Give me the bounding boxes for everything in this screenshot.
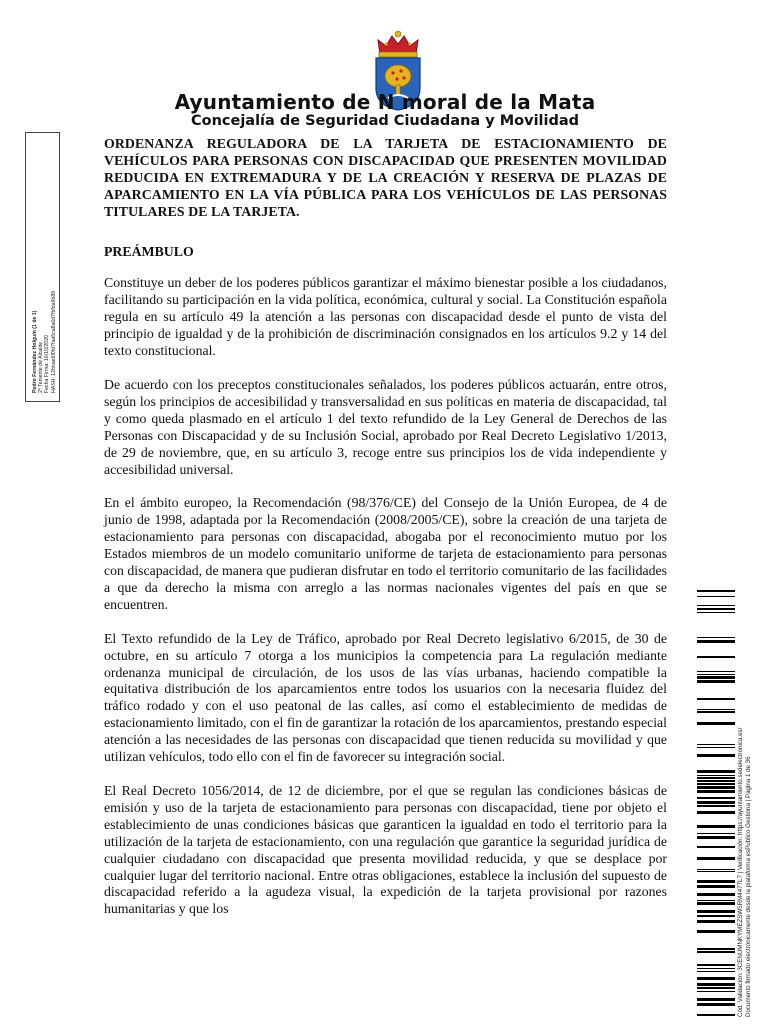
barcode-bar bbox=[697, 968, 735, 969]
barcode-bar bbox=[697, 680, 735, 683]
barcode-bar bbox=[697, 709, 735, 710]
barcode-bar bbox=[697, 971, 735, 972]
barcode-bar bbox=[697, 948, 735, 950]
barcode-bar bbox=[697, 964, 735, 966]
barcode-bar bbox=[697, 605, 735, 606]
barcode-bar bbox=[697, 998, 735, 1001]
barcode-bar bbox=[697, 590, 735, 592]
barcode-bar bbox=[697, 902, 735, 905]
barcode-bar bbox=[697, 612, 735, 613]
municipality-title: Ayuntamiento de N moral de la Mata bbox=[174, 90, 596, 114]
barcode-bar bbox=[697, 777, 735, 779]
barcode-bar bbox=[697, 640, 735, 643]
barcode-bar bbox=[697, 754, 735, 757]
barcode-bar bbox=[697, 893, 735, 896]
barcode-bar bbox=[697, 857, 735, 860]
barcode-bar bbox=[697, 780, 735, 782]
barcode-bar bbox=[697, 983, 735, 986]
barcode-bar bbox=[697, 1003, 735, 1006]
barcode-bar bbox=[697, 825, 735, 828]
barcode-bar bbox=[697, 722, 735, 725]
barcode-bar bbox=[697, 637, 735, 638]
barcode-bar bbox=[697, 885, 735, 888]
barcode-bar bbox=[697, 846, 735, 848]
document-title: ORDENANZA REGULADORA DE LA TARJETA DE ESTACIONAMIENTO DE VEHÍCULOS PARA PERSONAS CON DISCAPACIDAD QUE PRESENTEN MOVILIDAD REDUCIDA EN EXTREMADURA Y DE LA CREACIÓN Y RESERVA DE PLAZAS DE APARCAMIENTO EN LA VÍA PÚBLICA PARA LOS VEHÍCULOS DE LAS PERSONAS TITULARES DE LA TARJETA. bbox=[104, 136, 667, 219]
barcode-bar bbox=[697, 805, 735, 807]
paragraph: Constituye un deber de los poderes públicos garantizar el máximo bienestar posible a los ciudadanos, facilitando su participación en la vida política, económica, cultural y social. La Constitución española regula en su artículo 49 la atención a las personas con discapacidad desde el punto de vista del principio de igualdad y de la prohibición de discriminación consignados en los artículos 9.2 y 14 del texto constitucional. bbox=[104, 275, 667, 359]
barcode-bar bbox=[697, 770, 735, 773]
barcode-bar bbox=[697, 833, 735, 834]
signature-hash: HASH: 12bbae6f0fd7faa5ca8a6d7fbfda9b89 bbox=[50, 290, 57, 393]
barcode-bar bbox=[697, 596, 735, 597]
barcode-bar bbox=[697, 698, 735, 700]
paragraph: En el ámbito europeo, la Recomendación (98/376/CE) del Consejo de la Unión Europea, de 4 de junio de 1998, adaptada por la Recomendación (2008/2005/CE), sobre la creación de una tarjeta de estacionamiento para personas con discapacidad, abogaba por el reconocimiento mutuo por los Estados miembros de un modelo comunitario uniforme de tarjeta de estacionamiento para personas con discapacidad, de manera que pudieran disfrutar en todo el territorio comunitario de las facilidades a que da derecho la misma con arreglo a las normas nacionales vigentes del país en que se encuentren. bbox=[104, 495, 667, 612]
barcode-bar bbox=[697, 797, 735, 799]
barcode-icon bbox=[697, 590, 735, 1018]
barcode-bar bbox=[697, 671, 735, 672]
signer-role: 2º Teniente de Alcalde bbox=[38, 341, 45, 393]
barcode-bar bbox=[697, 744, 735, 745]
barcode-bar bbox=[697, 656, 735, 658]
barcode-bar bbox=[697, 900, 735, 901]
barcode-bar bbox=[697, 910, 735, 913]
barcode-bar bbox=[697, 775, 735, 776]
barcode-bar bbox=[697, 783, 735, 785]
signature-date: Fecha Firma: 16/10/2020 bbox=[44, 335, 51, 393]
barcode-bar bbox=[697, 869, 735, 870]
barcode-bar bbox=[697, 676, 735, 679]
verification-platform: Documento firmado electrónicamente desde la plataforma esPublico Gestiona | Página 1 de 36 bbox=[744, 756, 752, 1017]
paragraph: El Real Decreto 1056/2014, de 12 de diciembre, por el que se regulan las condiciones básicas de emisión y uso de la tarjeta de estacionamiento para personas con discapacidad, tiene por objeto el establecimiento de unas condiciones básicas que garanticen la igualdad en todo el territorio para la utilización de la tarjeta de estacionamiento, con una regulación que garantice la seguridad jurídica de cualquier ciudadano con discapacidad que presenta movilidad reducida, y que se desplace por cualquier lugar del territorio nacional. Entre otras obligaciones, establece la inclusión del supuesto de discapacidad referido a la agudeza visual, la expedición de la tarjeta provisional por razones humanitarias y que los bbox=[104, 783, 667, 917]
barcode-bar bbox=[697, 786, 735, 789]
barcode-bar bbox=[697, 991, 735, 992]
barcode-bar bbox=[697, 711, 735, 713]
barcode-bar bbox=[697, 920, 735, 923]
barcode-bar bbox=[697, 747, 735, 748]
verification-footer bbox=[737, 587, 767, 1017]
signature-text bbox=[28, 131, 63, 401]
barcode-bar bbox=[697, 1014, 735, 1016]
barcode-bar bbox=[697, 871, 735, 872]
barcode-bar bbox=[697, 811, 735, 814]
preamble-heading: PREÁMBULO bbox=[104, 243, 194, 259]
barcode-bar bbox=[697, 836, 735, 839]
department-subtitle: Concejalía de Seguridad Ciudadana y Movilidad bbox=[190, 113, 580, 129]
barcode-bar bbox=[697, 880, 735, 883]
barcode-bar bbox=[697, 674, 735, 675]
barcode-bar bbox=[697, 790, 735, 793]
signer-name: Pedro Fernández Holguín (1 de 1) bbox=[32, 310, 38, 393]
signature-stamp bbox=[25, 132, 60, 402]
paragraph: El Texto refundido de la Ley de Tráfico, aprobado por Real Decreto legislativo 6/2015, de 30 de octubre, en su artículo 7 otorga a los municipios la competencia para La regulación mediante ordenanza municipal de circulación, de los usos de las vías urbanas, haciendo compatible la equitativa distribución de los aparcamientos entre todos los usuarios con la necesaria fluidez del tráfico rodado y con el uso peatonal de las calles, así como el establecimiento de medidas de estacionamiento limitado, con el fin de garantizar la rotación de los aparcamientos, prestando especial atención a las necesidades de las personas con discapacidad que tienen reducida su movilidad y que utilizan vehículos, todo ello con el fin de favorecer su integración social. bbox=[104, 630, 667, 765]
barcode-bar bbox=[697, 951, 735, 953]
verification-code: Cód. Validación: 3CENUMNKYMEZSW5RM4477L7 | Verificación: https://ayuntamiento.sedelectronica.es/ bbox=[737, 727, 744, 1017]
barcode-bar bbox=[697, 915, 735, 917]
barcode-bar bbox=[697, 801, 735, 804]
barcode-bar bbox=[697, 987, 735, 989]
barcode-bar bbox=[697, 608, 735, 610]
barcode-bar bbox=[697, 977, 735, 980]
barcode-bar bbox=[697, 930, 735, 933]
document-body bbox=[104, 136, 667, 918]
paragraph: De acuerdo con los preceptos constitucionales señalados, los poderes públicos actuarán, entre otros, según los principios de accesibilidad y transversalidad en sus políticas en materia de discapacidad, tal y como queda plasmado en el artículo 1 del texto refundido de la Ley General de Derechos de las Personas con Discapacidad y de su Inclusión Social, aprobado por Real Decreto Legislativo 1/2013, de 29 de noviembre, que, en su artículo 3, recoge entre sus principios los de vida independiente y accesibilidad universal. bbox=[104, 376, 667, 477]
